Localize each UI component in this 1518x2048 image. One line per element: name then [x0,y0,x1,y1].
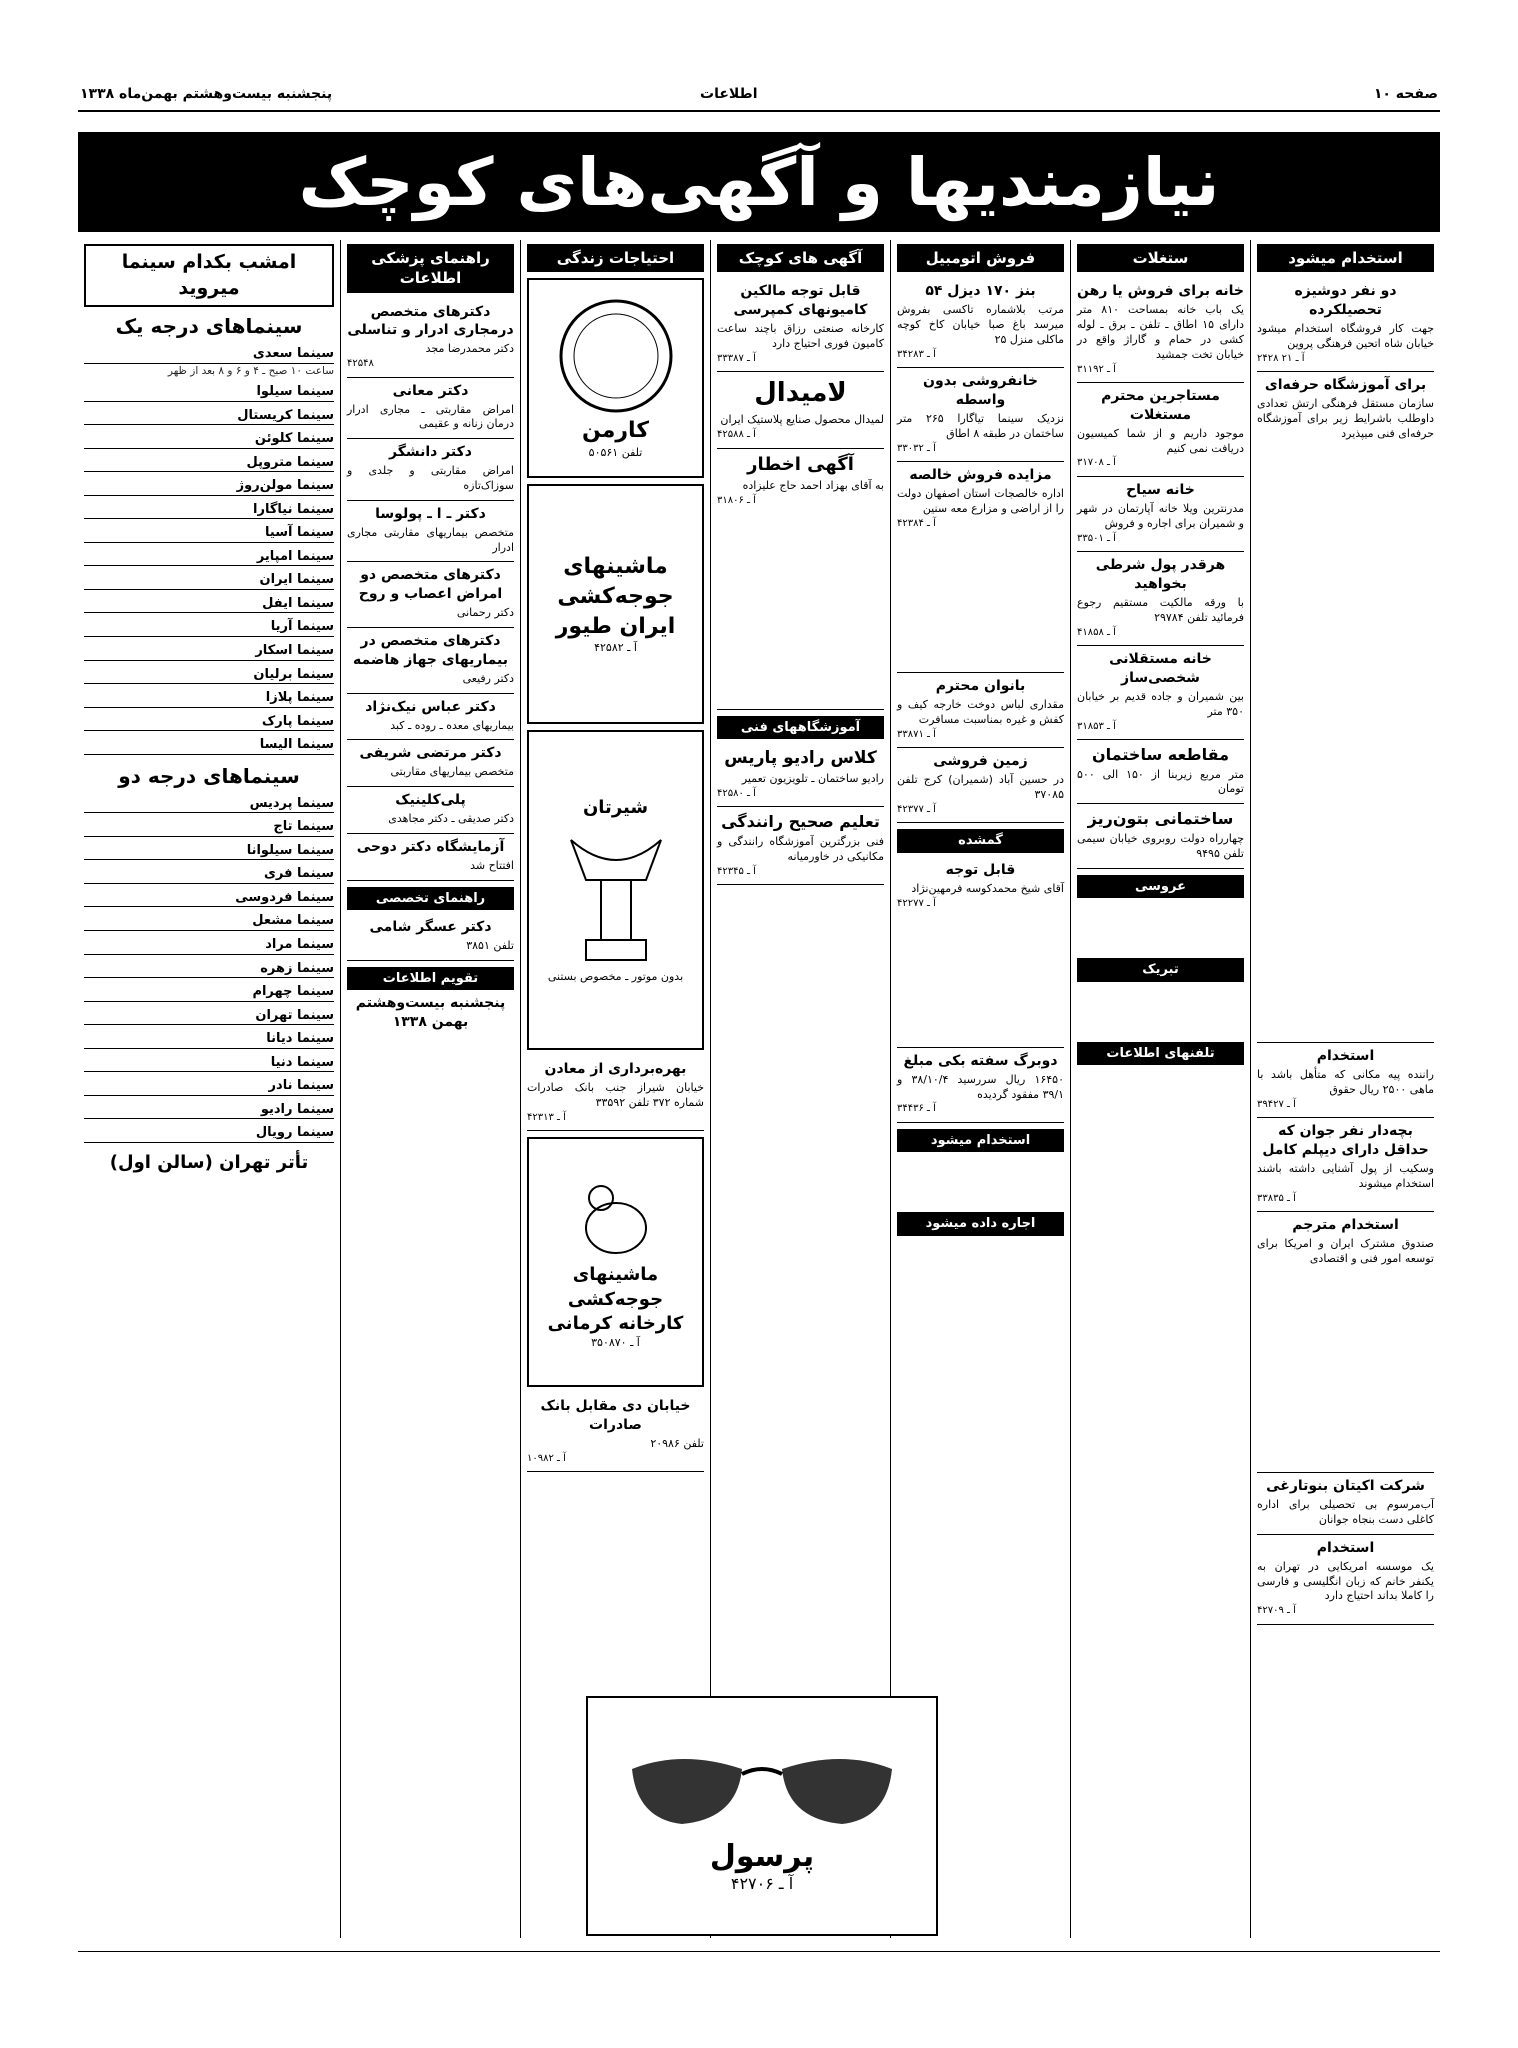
ad-title: دکتر مرتضی شریفی [359,745,502,762]
ad-code: آ ـ ۳۱۱۹۲ [1077,363,1116,375]
ad-code: آ ـ ۳۱۷۰۸ [1077,457,1116,469]
classifieds-banner [78,132,1440,232]
section-head-driving: آموزشگاههای فنی [717,716,884,740]
ad-body: دکتر محمدرضا مجد [425,342,514,356]
ad-code: آ ـ ۴۲۵۸۸ [717,429,756,441]
cinema-name: سینما فردوسی [84,889,334,908]
ad-body: رادیو ساختمان ـ تلویزیون تعمیر [741,772,884,786]
ad-title: زمین فروشی [933,753,1028,770]
ad-body: اداره خالصجات استان اصفهان دولت را از اراضی و مزارع معه سنین [897,487,1064,515]
section-head-recruit: استخدام میشود [897,1129,1064,1153]
ad-body: یک موسسه امریکایی در تهران به یکنفر خانم که زبان انگلیسی و فارسی را کاملا بداند احتیاج دارد [1257,1559,1434,1603]
ad-body: فنی بزرگترین آموزشگاه رانندگی و مکانیکی در خاورمیانه [717,835,884,863]
ad-body: دکتر رحمانی [456,606,514,620]
display-ad-sub: آ ـ ۳۵۰۸۷۰ [591,1336,640,1350]
ad-body: چهارراه دولت روبروی خیابان سیمی تلفن ۹۴۹۵ [1077,831,1244,860]
cinema-group-first: سینماهای درجه یک [115,314,303,339]
theater-name: تأتر تهران (سالن اول) [109,1151,309,1173]
display-ad-title: کارمن [581,417,650,443]
ad-code: آ ـ ۳۳۰۳۲ [897,442,936,454]
ad-item [717,807,884,885]
ad-item [897,748,1064,823]
ad-title: استخدام [1316,1539,1375,1556]
ad-title: کلاس رادیو پاریس [724,748,877,769]
ad-item [1077,646,1244,740]
cinema-name: سینما آریا [84,618,334,637]
cinema-name: سینما فری [84,865,334,884]
ad-code: آ ـ ۳۳۸۳۵ [1257,1192,1296,1204]
ad-title: بهره‌برداری از معادن [544,1061,687,1078]
ad-body: خیابان شیراز جنب بانک صادرات شماره ۳۷۲ تلفن ۳۳۵۹۲ [527,1081,704,1109]
ad-body: سازمان مستقل فرهنگی ارتش تعدادی داوطلب باشرایط زیر برای آموزشگاه حرفه‌ای فنی میپذیرد [1257,397,1434,440]
cinema-name: سینما نیاگارا [84,501,334,520]
cinema-name: سینما برلیان [84,666,334,685]
display-ad-title: ماشینهای جوجه‌کشی کارخانه کرمانی [547,1264,684,1335]
column-head-small-ads: آگهی های کوچک [717,244,884,272]
ad-item [1257,1043,1434,1118]
ad-item [1257,1118,1434,1212]
ad-title: دکتر دانشگر [389,444,472,461]
ad-body: تلفن ۳۸۵۱ [466,938,514,952]
cinema-name: سینما پلازا [84,689,334,708]
ad-title: مزایده فروش خالصه [909,467,1052,484]
ad-code: آ ـ ۳۱۸۵۳ [1077,720,1116,732]
cinema-name: سینما دنیا [84,1054,334,1073]
cinema-name: سینما رادیو [84,1101,334,1120]
ad-code: آ ـ ۴۲۲۷۷ [897,897,936,909]
cinema-name: سینما تاج [84,818,334,837]
ad-title: لامیدال [754,378,847,409]
ad-body: بین شمیران و جاده قدیم بر خیابان ۳۵۰ متر [1077,689,1244,718]
cinema-name: سینما سیلوا [84,383,334,402]
column-cinemas [78,240,340,1938]
ad-title: شرکت اکیتان بنوتارغی [1266,1478,1425,1495]
ad-code: آ ـ ۴۲۳۱۳ [527,1111,566,1123]
ad-title: خانفروشی بدون واسطه [923,373,1038,409]
ad-item [1077,740,1244,804]
ad-item [1257,372,1434,1043]
ad-code: ۲۴۲۸ آ ـ ۲۱ [1257,352,1305,364]
display-ad-sub: آ ـ ۴۲۷۰۶ [730,1874,794,1893]
ad-title: دکترهای متخصص در بیماریهای جهاز هاضمه [352,632,509,668]
ad-title: دکترهای متخصص دو امراض اعصاب و روح [358,567,503,603]
cinema-list [84,345,334,754]
header-rule [78,110,1440,112]
ad-body: افتتاح شد [470,858,514,872]
ad-body: جهت کار فروشگاه استخدام میشود خیابان شاه اتحین فرهنگی پروین [1257,322,1434,350]
ad-item [347,834,514,881]
column-real-estate [1070,240,1250,1938]
ad-code: آ ـ ۳۳۸۷۱ [897,728,936,740]
ad-item [1077,477,1244,552]
ad-item [527,1393,704,1472]
ad-title: مستاجرین محترم مستغلات [1101,388,1220,423]
cinema-group-second: سینماهای درجه دو [118,763,300,788]
ad-body: آقای شیخ محمد‌کوسه فرمهین‌نژاد [911,881,1064,895]
display-ad-incubator-1 [527,484,704,724]
ad-title: خانه برای فروش یا رهن [1077,283,1244,300]
ad-title: تعلیم صحیح رانندگی [721,812,880,832]
cinema-name: سینما ایفل [84,595,334,614]
ad-item [897,1048,1064,1123]
ad-body: تلفن ۲۰۹۸۶ [650,1437,704,1451]
section-head-congrats: تبریک [1077,958,1244,982]
cinema-name: سینما چهرام [84,983,334,1002]
ad-item [347,439,514,501]
ad-body: آب‌مرسوم بی تحصیلی برای اداره کاغلی دست بنجاه جوانان [1257,1498,1434,1526]
ad-body: صندوق مشترک ایران و امریکا برای توسعه امور فنی و اقتصادی [1257,1237,1434,1265]
cinema-name: سینما مولن‌روژ [84,477,334,496]
ad-title: بچه‌دار نفر جوان که حداقل دارای دیپلم کامل [1262,1123,1429,1159]
ad-title: دو نفر دوشیزه تحصیلکرده [1294,283,1397,319]
footer-rule [78,1951,1440,1952]
ad-title: دکتر ـ ا ـ پولوسا [375,505,486,522]
circle-logo-icon [556,296,676,416]
ad-body: متر مربع زیربنا از ۱۵۰ الی ۵۰۰ تومان [1077,767,1244,796]
ad-title: پلی‌کلینیک [395,792,466,809]
ad-title: دوبرگ سفته بکی مبلغ [903,1052,1058,1069]
ad-body: راننده پیه مکانی که متأهل باشد با ماهی ۲۵۰۰ ریال حقوق [1257,1068,1434,1096]
display-ad-title: پرسول [709,1839,815,1874]
ad-item [897,462,1064,673]
section-head-special: راهنمای تخصصی [347,887,514,911]
ad-title: بانوان محترم [935,678,1026,695]
ad-code: آ ـ ۴۲۳۴۵ [717,865,756,877]
cinema-showtimes: ساعت ۱۰ صبح ـ ۴ و ۶ و ۸ بعد از ظهر [167,364,334,377]
ad-code: آ ـ ۳۳۵۰۱ [1077,532,1116,544]
ad-item [717,743,884,807]
ad-body: در حسین آباد (شمیران) کرج تلفن ۳۷۰۸۵ [897,773,1064,801]
ad-code: ۴۲۵۴۸ [347,358,374,370]
ad-item [527,1056,704,1131]
ad-body: مرتب بلاشماره تاکسی بفروش میرسد باغ صبا خیابان کاخ کوچه ماکلی منزل ۲۵ [897,303,1064,346]
ad-title: دکترهای متخصص درمجاری ادرار و تناسلی [347,303,514,339]
cinema-name: سینما پردیس [84,795,334,814]
ad-body: یک باب خانه بمساحت ۸۱۰ متر دارای ۱۵ اطاق ـ تلفن ـ برق ـ لوله کشی در حمام و گاراژ واقع در خیابان تخت جمشید [1077,303,1244,361]
ad-code: آ ـ ۳۹۴۲۷ [1257,1098,1296,1110]
cinema-name: سینما کلوئن [84,430,334,449]
column-head-car-sales: فروش اتومبیل [897,244,1064,272]
ad-code: آ ـ ۴۱۸۵۸ [1077,626,1116,638]
ad-item [897,673,1064,748]
column-medical [340,240,520,1938]
cinema-name: سینما نادر [84,1077,334,1096]
cinema-name: سینما آسیا [84,524,334,543]
ad-title: قابل توجه مالکین کامیونهای کمپرسی [733,283,868,319]
ad-title: دکتر معانی [392,382,469,399]
cinema-name: سینما پارک [84,713,334,732]
cinema-name: سینما تهران [84,1007,334,1026]
ad-title: خیابان دی مقابل بانک صادرات [540,1398,691,1434]
ad-code: آ ـ ۴۲۳۷۷ [897,803,936,815]
ad-title: برای آموزشگاه حرفه‌ای [1264,377,1427,394]
ad-title: آزمایشگاه دکتر دوحی [356,838,505,855]
column-employment [1250,240,1440,1938]
cinema-name: سینما متروپل [84,454,334,473]
paper-name: اطلاعات [700,86,758,102]
ad-item [897,857,1064,1048]
ad-title: مقاطعه ساختمان [1092,745,1229,764]
ad-body: با ورقه مالکیت مستقیم رجوع فرمائید تلفن ۲۹۷۸۴ [1077,595,1244,624]
ad-body: دکتر صدیقی ـ دکتر مجاهدی [388,811,514,825]
cinema-name: سینما مشعل [84,912,334,931]
cinema-name: سینما کریستال [84,407,334,426]
banner-title: نیازمندیها و آگهی‌های کوچک [298,143,1220,221]
cinema-name: سینما دیانا [84,1030,334,1049]
columns-grid [78,240,1440,1938]
display-ad-title: ماشینهای جوجه‌کشی ایران طیور [555,554,676,639]
ad-item [897,278,1064,368]
column-necessities [520,240,710,1938]
ad-code: آ ـ ۴۲۵۸۰ [717,787,756,799]
ad-body: دکتر رفیعی [462,671,514,685]
display-ad-title: شیرتان [582,796,649,818]
ad-item [717,372,884,448]
ad-body: به آقای بهزاد احمد حاج علیزاده [742,478,884,492]
ad-item [1257,1212,1434,1473]
ad-title: استخدام [1316,1048,1375,1065]
ad-item [347,501,514,563]
ad-body: بیماریهای معده ـ روده ـ کبد [390,718,514,732]
section-head-wedding: عروسی [1077,875,1244,899]
ad-item [347,562,514,628]
cinema-name: سینما رویال [84,1124,334,1143]
ad-body: لمیدال محصول صنایع پلاستیک ایران [720,413,884,427]
ad-item [347,787,514,834]
display-ad-persol [586,1696,938,1936]
ad-item [347,694,514,741]
ad-body: کارخانه صنعتی رزاق باچند ساعت کامیون فوری احتیاج دارد [717,322,884,350]
ad-item [1077,804,1244,868]
display-ad-sub: تلفن ۵۰۵۶۱ [588,445,643,459]
ad-body: مدرنترین ویلا خانه آپارتمان در شهر و شمیران برای اجاره و فروش [1077,501,1244,530]
ad-code: آ ـ ۳۳۳۸۷ [717,352,756,364]
ad-item [1077,552,1244,646]
section-head-info: تقویم اطلاعات [347,967,514,991]
ad-code: آ ـ ۳۱۸۰۶ [717,494,756,506]
column-head-real-estate: ستغلات [1077,244,1244,272]
ad-code: آ ـ ۳۴۲۸۳ [897,348,936,360]
display-ad-carmen [527,278,704,478]
cinema-name: سینما امپایر [84,548,334,567]
ad-title: هرقدر پول شرطی بخواهید [1095,557,1226,592]
column-small-ads [710,240,890,1938]
ad-item [347,299,514,378]
ad-item [717,278,884,372]
display-ad-sub: آ ـ ۴۲۵۸۲ [594,641,637,655]
ad-item [347,628,514,694]
ad-body: ۱۶۴۵۰ ریال سررسید ۳۸/۱۰/۴ و ۳۹/۱ مفقود گردیده [897,1072,1064,1101]
section-head-rented: اجاره داده میشود [897,1212,1064,1236]
cinema-name: سینما اسکار [84,642,334,661]
ad-title: ساختمانی بتون‌ریز [1087,809,1234,829]
cinema-name: سینما زهره [84,960,334,979]
ad-body: متخصص بیماریهای مقاربتی مجاری ادرار [347,525,514,554]
ad-item [717,449,884,710]
ad-code: آ ـ ۴۲۷۰۹ [1257,1605,1296,1617]
ad-title: خانه مستقلانی شخصی‌ساز [1109,651,1212,686]
column-head-cinemas: امشب بکدام سینما میروید [84,244,334,307]
ad-code: آ ـ ۱۰۹۸۲ [527,1452,566,1464]
cinema-name: سینما الیسا [84,736,334,755]
display-ad-separator [527,730,704,1050]
ad-title: بنز ۱۷۰ دیزل ۵۴ [925,283,1036,300]
display-ad-incubator-2 [527,1137,704,1387]
ad-body: وسکیب از پول آشنایی داشته باشند استخدام میشوند [1257,1162,1434,1190]
ad-body: امراض مقاربتی و جلدی و سوزاک‌تازه [347,464,514,492]
issue-date: پنجشنبه بیست‌وهشتم بهمن‌ماه ۱۳۳۸ [80,86,333,102]
ad-item [1077,383,1244,477]
ad-body: نزدیک سینما تیاگارا ۲۶۵ متر ساختمان در طبقه ۸ اطاق [897,411,1064,440]
column-head-necessities: احتیاجات زندگی [527,244,704,272]
cinema-name: سینما مراد [84,936,334,955]
cinema-name: سینما سیلوانا [84,842,334,861]
cinema-name: سینما سعدی [84,345,334,364]
ad-item [347,378,514,440]
ad-item [347,914,514,961]
section-head-phones: تلفنهای اطلاعات [1077,1042,1244,1066]
ad-title: قابل توجه [945,861,1016,878]
cinema-name: سینما ایران [84,571,334,590]
ad-code: آ ـ ۳۴۴۳۶ [897,1103,936,1115]
ad-title: دکتر عسگر شامی [369,919,492,936]
ad-title: استخدام مترجم [1292,1217,1399,1234]
column-head-medical: راهنمای پزشکی اطلاعات [347,244,514,293]
rooster-icon [571,1173,661,1263]
ad-item [347,740,514,787]
section-head-lost: گمشده [897,829,1064,853]
column-head-employment: استخدام میشود [1257,244,1434,272]
ad-body: امراض مقاربتی ـ مجاری ادرار درمان زنانه و عقیمی [347,402,514,431]
ad-item [1257,1473,1434,1535]
ad-body: متخصص بیماریهای مقاربتی [390,765,514,779]
ad-item [1257,1535,1434,1625]
page-number: صفحه ۱۰ [1373,86,1438,102]
ad-title: آگهی اخطار [747,453,854,475]
cinema-list-second [84,795,334,1143]
ad-item [1077,278,1244,383]
machine-illustration-icon [561,820,671,970]
ad-item [897,368,1064,462]
ad-title: دکتر عباس نیک‌نژاد [365,698,496,715]
ad-title: خانه سیاح [1126,481,1195,498]
display-ad-sub: بدون موتور ـ مخصوص بستنی [547,969,684,983]
ad-item [1257,278,1434,372]
ad-body: موجود داریم و از شما کمیسیون دریافت نمی کنیم [1077,426,1244,455]
info-date: پنجشنبه بیست‌وهشتم بهمن ۱۳۳۸ [355,995,506,1031]
column-car-sales [890,240,1070,1938]
ad-code: آ ـ ۴۲۳۸۴ [897,517,936,529]
sunglasses-icon [612,1739,912,1839]
ad-body: مقداری لباس دوخت خارجه کیف و کفش و غیره بمناسبت مسافرت [897,698,1064,726]
